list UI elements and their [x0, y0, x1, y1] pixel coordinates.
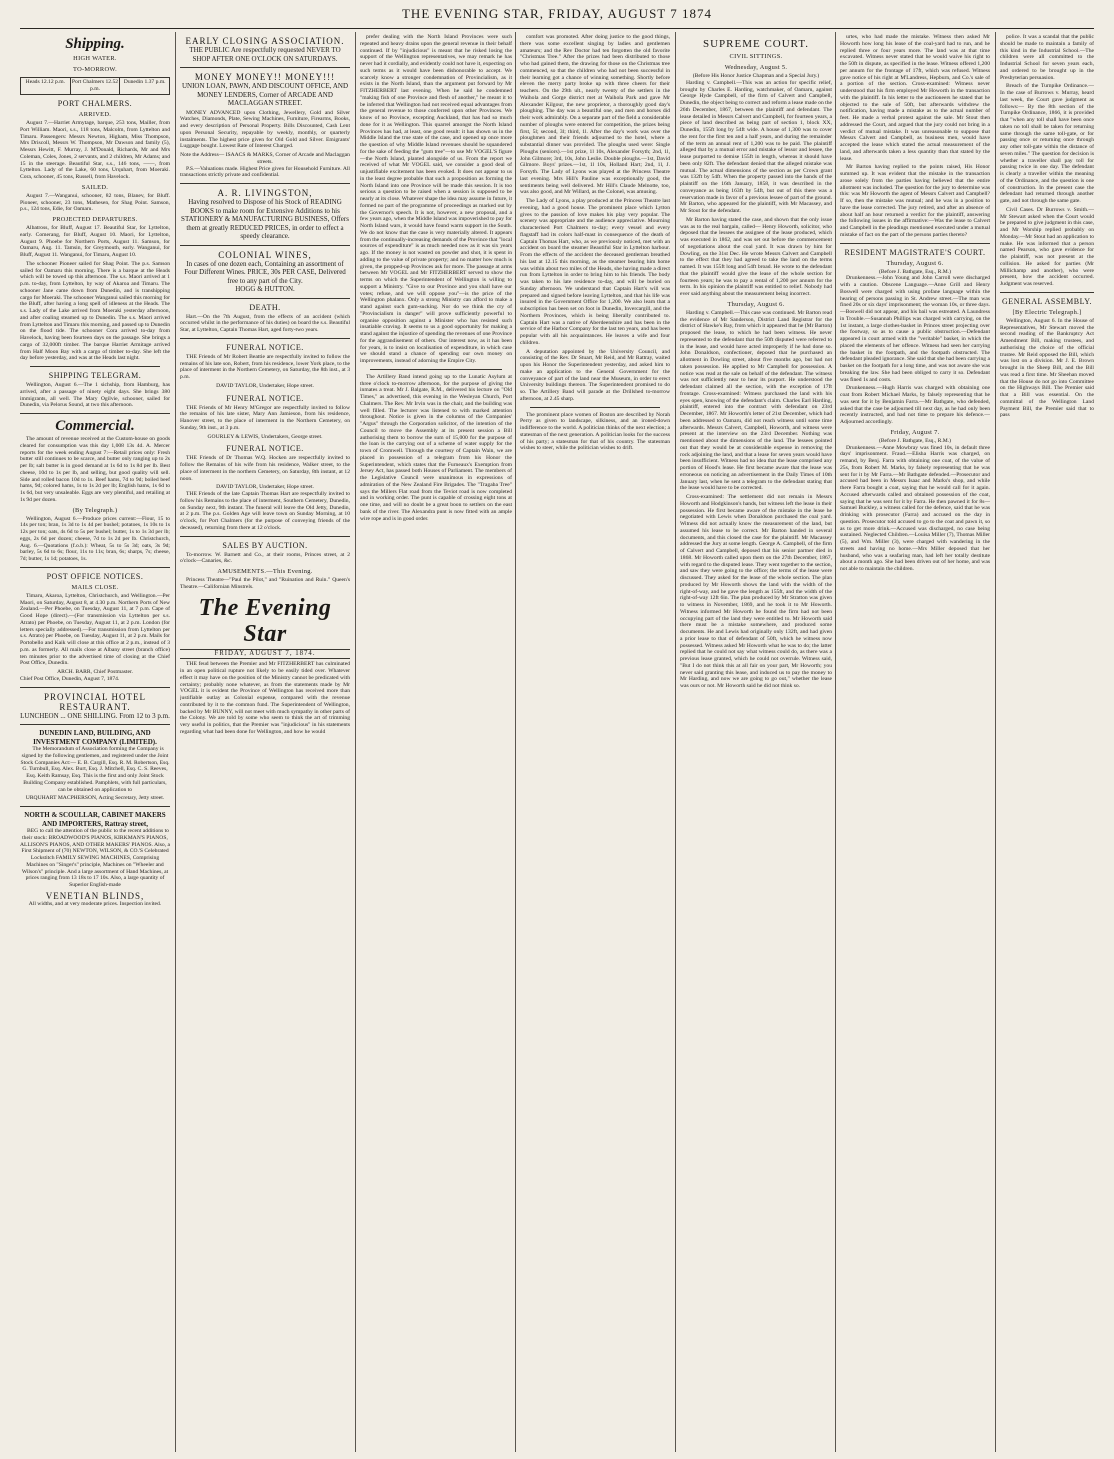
rm-report: Drunkenness.—Anne Mowbray was fined 10s, in default three days' imprisonment. Fraud.—Elisha Harris was charged, on remand, by Benj. Farra with obtaining one coat, of the value of 25s, from Robert M. Marks, by falsely representing that he was sent for it by Mr Farra.—Mr Bathgate defended.—Prosecutor and accused had been in Messrs Isaac and Marks's shop, and while there Farra bought a coat, saying that he would call for it again. Accused afterwards called and obtained possession of the coat, saying that he was sent for it by Farra. He then pawned it for 8s—Samuel Buckley, a witness called for the defence, said that he was drinking with prosecutor (Farra) and accused on the day in question. Prosecutor told accused to go to the coat and pawn it, so as to get more drink.—Accused was discharged, no case being sustained. Neglected Children.—Louisa Miller (7), Thomas Miller (5), and Wm. Miller (3), were charged with wandering in the streets and having no home.—Mrs Miller deposed that her husband, who was a seafaring man, had left her totally destitute about a month ago. She had been driven out of her home, and was not able to maintain the children.	[840, 444, 990, 572]
early-closing-title: EARLY CLOSING ASSOCIATION.	[185, 36, 345, 46]
divider	[370, 369, 502, 370]
projected-heading: PROJECTED DEPARTURES.	[52, 216, 138, 223]
divider	[20, 806, 170, 807]
telegraph-prices: Wellington, August 6.—Produce prices current:—Flour, 15 to 14s per ton; bran, 1s 3d to 1s 4d per bushel; potatoes, 1s 10s to 1s 12s per ton; oats, 4s 6d to 5s per bushel; butter, 1s to 1s 3d per lb; eggs, 2s 6d per dozen; cheese, 7d to 1s 2d per lb. Christchurch, Aug. 6.—Quotations (f.o.b.): Wheat, 5s to 5s 3d; oats, 3s 9d; barley, 5s 6d to 6s; flour, 11s to 11s; bran, 6s; sharps, 7s; cheese, 7d; butter, 1s 1d; potatoes, 1s.	[20, 515, 170, 562]
postmaster-signature: ARCH. BARR, Chief Postmaster.	[57, 669, 133, 675]
north-scoullar-text: BEG to call the attention of the public to the recent additions to their stock: BROADWOOD'S PIANOS, KIRKMAN'S PIANOS, ALLISON'S PIANOS, AND OTHER MAKERS' PIANOS. Also, a First Shipment of (70) NEWTON, WILSON, & CO.'S Celebrated Lockstitch FAMILY SEWING MACHINES, Comprising Machines on "Singer's" principle, Machines on "Wheeler and Wilson's" principle. And a large assortment of Hand Machines, at prices ranging from 13 18s to 17 10s. Also, a large quantity of Superior English-made	[20, 828, 170, 888]
deputation-notice: A deputation appointed by the University Council, and consisting of the Rev. Dr Stuart, Mr Reid, and Mr Rattray, waited upon his Honor the Superintendent yesterday, and asked him to make an application to the General Government for the conveyance of part of the land near the Museum, in order to erect University buildings thereon. The Superintendent promised to do so. The Artillery Band will parade at the Drillshed to-morrow afternoon, at 2.45 sharp.	[520, 348, 670, 402]
column-6	[840, 34, 990, 1449]
column-divider	[675, 32, 676, 1452]
high-water-heading: HIGH WATER.	[73, 55, 117, 62]
port-chalmers-heading: PORT CHALMERS.	[57, 99, 133, 108]
rm-court-heading: RESIDENT MAGISTRATE'S COURT.	[844, 247, 986, 257]
arrived-text: August 7.—Harriet Armytage, barque, 253 tons, Mailler, from Port William. Maori, s.s., 118 tons, Malcolm, from Lyttelton and Timaru. Passengers: Messrs Newton, Higham, Miss Thompson, Mrs Driscoll, Messrs W. Thompson, Mr Dawson and family (5), Messrs Hewitt, F. Murray, J. M'Donald, Richards, Mr and Mrs Coleman, Coles, Jones, 2 servants, and 2 children, Mr Adams; and 15 in the steerage. Beautiful Star, s.s., 146 tons, ——, from Lyttelton. Lady of the Lake, 60 tons, Urquhart, from Moeraki. Cora, schooner, 45 tons, Russell, from Havelock.	[20, 120, 170, 180]
court-date: Wednesday, August 5.	[724, 64, 788, 71]
paper-nameplate	[180, 595, 350, 660]
divider	[180, 298, 350, 299]
funeral-notice-heading: FUNERAL NOTICE.	[226, 342, 304, 352]
post-office-text: Timaru, Akaroa, Lyttelton, Christchurch, and Wellington.—Per Maori, on Saturday, August 8, at 4.30 p.m. Northern Ports of New Zealand.—Per Phoebe, on Tuesday, August 11, at 7 p.m. Cape of Good Hope (direct).—(For transmission via Lyttelton per s.s. Atrato) per Phoebe, on Tuesday, August 11, at 2 p.m. London (for letters specially addressed).—For transmission from Lyttelton per s.s. Atrato) per Phoebe, on Tuesday, August 11, at 2 p.m. Mails for Portobello and Kaik will close at this office at 2 p.m., instead of 3 p.m. as formerly. All mails close at Albany street (branch office) ten minutes prior to the advertised time of closing at the Chief Post Office, Dunedin.	[20, 592, 170, 667]
venetian-blinds-text: All widths, and at very moderate prices. Inspection invited.	[28, 900, 162, 907]
rm-date: Thursday, August 6.	[886, 259, 944, 267]
divider	[180, 245, 350, 246]
rm-report: Drunkenness.—Hugh Harris was charged with obtaining one coat from Robert Michael Marks, by falsely representing that he was sent for it by Benjamin Farra.—Mr Bathgate, who defended, asked that the case be adjourned till next day, as he had only been recently instructed, and had not time to prepare his defence.—Adjourned accordingly.	[840, 385, 990, 425]
funeral-notice-sign: DAVID TAYLOR, Undertaker, Hope street.	[216, 484, 314, 491]
amusements-heading: AMUSEMENTS.—This Evening.	[217, 568, 313, 575]
civil-sittings-heading: CIVIL SITTINGS.	[729, 53, 783, 60]
wines-ad	[180, 250, 350, 294]
divider	[20, 687, 170, 688]
leader-continued: prefer dealing with the North Island Provinces were such repeated and heavy drains upon the general revenue in their behalf continued. If by "injudicious" is meant that he risked losing the support of the Wellington representatives, we may remark he has never had it cordially, and evidently could not have it, expecting on such terms as it would have been dishonorable to accept. We scarcely know a stronger condemnation of Provincialism, as it exists in the North Island, than the argument put forward by Mr FITZHERBERT last evening. When he said he condemned "making fish of one Province and flesh of another," he meant it to be inferred that Wellington had not received equal advantages from the general revenue to those conferred upon other Provinces. We know of no Province, excepting Auckland, that has had so much done for it as Wellington. This quarrel amongst the North Island Provinces has had, at least, one good result: it has shown us in the Middle Island the true state of the case, and opened up once more the question of why Middle Island revenues should be squandered for the sake of feeding the "gum tree"—to use Mr VOGEL'S figure—the North Island, planted alongside of us. From the report we received of what Mr VOGEL said, we consider a good deal of unjustifiable excitement has been evoked. It does not appear to us in the least degree probable that such a proposition as forming the North Island into one Province will be made this session. It is too serious a question to be raised when a session is supposed to be nearly at its close. Whatever shape the idea may assume in future, it formed no part of the programme of proceedings as marked out by the Governor's speech. It is not, however, a new proposal, and a few years ago, when the Middle Island was impoverished to pay for North Island wars, it would have found warm support in the South. We do not know that the case is very materially altered. It appears from the continually-increasing demands of the Province that "local sources of expenditure" is as much needed now as it was six years ago. If the money is not wasted on powder and shot, it is spent in adding to the value of private property; and no matter how much is given, the propped-up Provinces ask for more. The passage at arms between Mr VOGEL and Mr FITZHERBERT served to show the terms on which the Superintendent of Wellington is willing to support a Ministry. "Give to our Province and you shall have our votes; refuse, and we will oppose you"—is the price of the Wellington phalanx. Only a strong Ministry can afford to make a stand against such gum-sucking. Nor do we think the cry of "Provincialism in danger" will prove sufficiently powerful to organise opposition against a Minister who has resisted such insatiable craving. It seems to us a good opportunity for making a stand against the injustice of spending the revenues of one Province for the aggrandisement of others. Our interest now, as it has been for years, is to insist on localisation of expenditure, in which case we should stand a chance of spending our own money on improvements, instead of adorning the Empire City.	[360, 34, 512, 364]
funeral-notice-text: THE Friends of Mr Henry M'Gregor are respectfully invited to follow the remains of his late sister, Mary Ann Jamieson, from his residence, Hanover street, to the place of interment in the Northern Cemetery, on Sunday, 9th inst., at 3 p.m.	[180, 404, 350, 431]
livingston-title: A. R. LIVINGSTON,	[217, 188, 313, 198]
restaurant-title: PROVINCIAL HOTEL RESTAURANT.	[44, 691, 146, 712]
column-divider	[835, 32, 836, 1452]
money-office: UNION LOAN, PAWN, AND DISCOUNT OFFICE, AND MONEY LENDERS, Corner of ARCADE AND MACLAGGAN STREET.	[181, 82, 349, 107]
divider	[180, 183, 350, 184]
tomorrow-label: TO-MORROW.	[72, 66, 117, 73]
arrived-heading: ARRIVED.	[78, 111, 112, 118]
divider	[180, 67, 350, 68]
divider	[180, 536, 350, 537]
assembly-report: Wellington, August 6. In the House of Representatives, Mr Stewart moved the second reading of the Bankruptcy Act Amendment Bill, making trustees, and authorising the choice of the official trustee. Mr Reid opposed the Bill, which was lost on a division. Mr J. E. Brown brought in the Sheep Bill, and the Bill was read a first time. Mr Sheehan moved that the House do not go into Committee on the Highways Bill. The Premier said that a Bill was essential. On the committal of the Wellington Land Payment Bill, the Premier said that to pass	[1000, 317, 1094, 419]
post-office-heading: POST OFFICE NOTICES.	[46, 571, 144, 581]
by-telegraph-label: (By Telegraph.)	[72, 506, 118, 514]
page-masthead: THE EVENING STAR, FRIDAY, AUGUST 7 1874	[401, 6, 713, 21]
tide-table	[20, 77, 170, 95]
court-report: Cross-examined: The settlement did not remain in Messrs Howorth and Hodgkinson's hands, but witness left the lease in their possession. He first became aware of the mistake in the lease he negotiated with Lewis when Donaldson purchased the coal yard. Witness did not actually know the measurement of the land, but assumed his lease to be correct. Mr Barton handed in several documents, and this closed the case for the plaintiff. Mr Macassey addressed the Jury at some length. George A. Campbell, of the firm of Calvert and Campbell, deposed that his senior partner died in 1868. Mr Howorth called upon them on the 27th December, 1867, with regard to the disputed lease. They went together to the section, and saw they were going to the office; the terms of the lease were discussed. They asked for the lease of the whole section. The plan produced by Mr Howorth shows the land with the width of the right-of-way, and he gave the length as 155ft, and the width of the right-of-way 12ft 6in. The plan produced by Mr Stratton was given to witness in November, 1869, and he took it to Mr Howorth. Witness informed Mr Howorth he found the firm had not been occupying part of the land they were entitled to. Mr Howorth said there must be a mistake somewhere, and produced some documents. He and Lewis had originally only 132ft, and had given a prior lease to that of defendant of 50ft, which he witness now possessed. Witness asked Mr Howorth what he was to do; the latter replied that he could not say what witness could do, as there was a previous lease granted, which he could not overrule. Witness said, "But I do not think this at all fair on your part, Mr Howorth; you never said granting this lease, and induced us to pay the money to Mr Harding, and now we are going to go out," whether the lease was ours or not. Mr Howorth said he did not think so.	[680, 494, 832, 689]
court-report: Harding v. Campbell.—This was an action for specific relief, brought by Charles E. Harding, watchmaker, of Oamaru, against George Hyde Campbell, of the firm of Calvert and Campbell, Dunedin, the object being to correct and reform a lease made on the 26th December, 1867, between the plaintiff and defendant. The lease detailed in Messrs Calvert and Campbell, for fourteen years, a piece of land described as being part of section 1, block XX, Dunedin, 155ft long by 54ft wide. A house of 1,300 was to cover the rent for the first ten and a half years, and during the remainder of the term an annual rent of 1,200 was to be paid. The plaintiff alleged that by a mutual error and mistake of lessor and lessee, the lease purported to demise 155ft in length, whereas it should have been only 82ft. The defendant denied that the alleged mistake was mutual. The actual dimensions of the section as per Crown grant was 132ft by 54ft. When the property passed into the hands of the plaintiff on the 16th January, 1858, it was described in the conveyance as being 163ft by 54ft, but out of this there was a reservation made in favor of a previous lessee of part of the ground. Mr Barton, who appeared for the plaintiff, with Mr Macassey, and Mr Stout for the defendant.	[680, 79, 832, 214]
shipping-heading: Shipping.	[65, 36, 125, 52]
divider	[20, 413, 170, 414]
column-2	[180, 34, 350, 1449]
building-company-ad	[20, 729, 170, 802]
funeral-notice-text: THE Friends of Dr Thomas W.Q. Hocken are respectfully invited to follow the Remains of his wife from his residence, Walker street, to the place of interment in the northern Cemetery, on Saturday, 8th instant, at 12 noon.	[180, 455, 350, 482]
money-ad	[180, 72, 350, 108]
shipping-news: The schooner Pioneer sailed for Shag Point. The p.s. Samson sailed for Oamaru this morning. There is a barque at the Heads which will be towed up this afternoon. The s.s. Maori arrived at 1 p.m. to-day, from Lyttelton, by way of Akaroa and Timaru. The schooner Jane came down from Dunedin, and is transhipping cargo for Moeraki. The schooner Wanganui sailed this morning for the Bluff, after having a long spell of idleness at the Heads. The s.s. Lady of the Lake arrived from Moeraki yesterday afternoon, and after coaling steamed up to Dunedin. The s.s. Maori arrived from Lyttelton and Timaru this morning, and passed up to Dunedin on the flood tide. The schooner Cora arrived to-day from Havelock, having been fourteen days on the passage. She brings a cargo of 32,000ft timber. The barque Harriet Armitage arrived from Half Moon Bay with a cargo of timber to-day. She left the day before yesterday, and was at the Heads last night.	[20, 260, 170, 362]
early-closing-text: THE PUBLIC Are respectfully requested NEVER TO SHOP AFTER ONE O'CLOCK ON SATURDAYS.	[189, 46, 341, 63]
money-address: Note the Address— ISAACS & MARKS, Corner of Arcade and Maclaggan streets.	[180, 152, 350, 165]
north-scoullar-ad	[20, 811, 170, 908]
building-company-sign: URQUHART MACPHERSON, Acting Secretary, Jetty street.	[25, 795, 165, 802]
court-report: urtes, who had made the mistake. Witness then asked Mr Howorth how long his lease of the coal-yard had to run, and he replied three or four years more. The land was at that time excavated. Witness never stated that he would waive his right to the 50ft in dispute, as specified in the lease. Witness offered 1,200 per annum for the frontage of 17ft, which was refused. Witness gave notice of his right at M'Landress, Hepburn, and Co.'s sale of a portion of the section. Cross-examined: Witness never understood that his firm employed Mr Howorth in the transaction with the plaintiff. In his letter to the auctioneers he stated that he objected to the sale of 50ft, but afterwards withdrew the notification, having made a mistake as to the actual number of feet. He made a verbal protest against the sale. Mr Stout then addressed the Court, and argued that the jury could not bring in a verdict of mutual mistake. It was unreasonable to suppose that Messrs Calvert and Campbell, as business men, would have accepted the lease which stated the actual measurement of the land, and afterwards taken a less quantity than that stated by the lease.	[840, 34, 990, 162]
livingston-text: Having resolved to Dispose of his Stock of READING BOOKS to make room for Extensive Additions to his STATIONERY & MANUFACTURING BUSINESS, Offers them at greatly REDUCED PRICES, in order to effect a speedy clearance.	[181, 198, 349, 240]
post-office-date: Chief Post Office, Dunedin, August 7, 1874.	[20, 675, 120, 682]
livingston-ad	[180, 188, 350, 241]
money-title: MONEY MONEY!! MONEY!!!	[194, 72, 336, 82]
projected-text: Albatross, for Bluff, August 17. Beautiful Star, for Lyttelton, early. Comerang, for Bluff, August 10. Maori, for Lyttelton, August 9. Phoebe for Northern Ports, August 11. Samson, for Oamaru, Aug. 11. Tamsin, for Greymouth, early. Wanganui, for Bluff, August 11. Wanganui, for Timaru, August 10.	[20, 225, 170, 258]
column-7	[1000, 34, 1094, 1449]
column-divider	[995, 32, 996, 1452]
building-company-text: The Memorandum of Association forming the Company is signed by the following gentlemen, and registered under the Joint Stock Companies Act:— E. B. Cargill, Esq. R. M. Robertson, Esq. G. Turnbull, Esq. Alex. Burt, Esq. J. Mitchell, Esq. C. S. Reeves, Esq. Keith Ramsay, Esq. This is the first and only Joint Stock Building Company established. Pamphlets, with full particulars, can be obtained on application to	[20, 746, 170, 793]
news-paragraphs: The Artillery Band intend going up to the Lunatic Asylum at three o'clock to-morrow afternoon, for the purpose of giving the inmates a treat. Mr J. Balgate, R.M., delivered his lecture on "Old Times," as advertised, this evening in the Wesleyan Church, Port Chalmers. The Rev. Mr Irvin was in the chair, and the building was well filled. The lecturer was listened to with marked attention throughout. Notice is given in the columns of the Companies' "Argus" through the Corporation solicitor, of the intention of the Council to move the Assembly at its present session a Bill authorising them to borrow the sum of 15,000 for the purpose of the loan is the carrying out of a scheme of water supply for the town of Cromwell. Through the courtesy of Captain Wain, we are placed in possession of a telegram from his Honor the Superintendent, which states that the Furneaux's Exemption from Jersey Act, has passed both Houses of Parliament. The members of the Legislative Council were unanimous in expressions of admiration of the New Zealand Fire Brigades. The "Tragaba Tree" says the Millers Flat road from the Teviot road is now completed and in working order. The punt is capable of crossing eight tons at one time, and will no doubt be a great boon to settlers on the east bank of the river. The Alexandra punt is now fitted with an ample wire rope and is in good order.	[360, 373, 512, 522]
theatre-notice: The Lady of Lyons, a play produced at the Princess Theatre last evening, had a good house. The prominent place which Lytton gives to the passion of love makes his play very popular. The scenery was appropriate and the audience appreciative. Mourning characterised Port Chalmers to-day; every vessel and every flagstaff had its colors half-mast in consequence of the death of Captain Thomas Hart, who, as we previously noticed, met with an accident on board the steamer Beautiful Star in Lyttelton harbour. From the effects of the accident the deceased gentleman breathed his last at 12.15 this morning, as the steamer bearing him home was within about two miles of the Heads, she having made a direct run from Lyttelton in order to bring him to his friends. The body was taken to his late residence to-day, and will be buried on Sunday afternoon. We understand that Captain Hart's will was prepared and signed before leaving Lyttelton, and that his life was insured in the Government Office for 1,200. We also learn that a subscription has been set on foot in Dunedin, Invercargill, and the Northern Provinces, which is being liberally contributed to. Captain Hart was a native of Aberdeenshire and has been in the service of the Harbor Company for the last ten years, and has been popular with all his acquaintances. He leaves a wife and four children.	[520, 198, 670, 346]
building-company-title: DUNEDIN LAND, BUILDING, AND INVESTMENT COMPANY (LIMITED).	[33, 729, 157, 746]
north-scoullar-title: NORTH & SCOULLAR, CABINET MAKERS AND IMPORTERS, Rattray street,	[24, 811, 166, 828]
funeral-notice-text: THE Friends of Mr Robert Beattie are respectfully invited to follow the remains of his late son, Robert, from his residence, lower York place, to the place of interment in the Northern Cemetery, on Saturday, the 8th inst., at 3 p.m.	[180, 353, 350, 380]
turnpike-judgment: Breach of the Turnpike Ordinance.—In the case of Burrows v. Murray, heard last week, the Court gave judgment as follows:— By the 8th section of the Turnpike Ordinance, 1866, it is provided that "when any toll shall have been once taken no toll shall be taken for returning same through the same toll-gate, or for passing once or returning once through any other toll-gate within the distance of seven miles." The question for decision is whether a traveller shall pay toll for passing twice in one day. The defendant is clearly a traveller within the meaning of the Ordinance, and the question is one of construction. In the present case the defendant had returned through another gate, and not through the same gate.	[1000, 83, 1094, 204]
sales-heading: SALES BY AUCTION.	[222, 540, 308, 550]
column-1	[20, 34, 170, 1449]
column-divider	[515, 32, 516, 1452]
wines-text: In cases of one dozen each, Containing an assortment of Four Different Wines. PRICE, 30s PER CASE, Delivered free to any part of the City.	[184, 259, 346, 285]
sales-text: To-morrow. W. Barnett and Co., at their rooms, Princes street, at 2 o'clock—Canaries, &c.	[180, 551, 350, 565]
death-heading: DEATH.	[249, 302, 281, 312]
funeral-notice-sign: GOURLEY & LEWIS, Undertakers, George street.	[207, 433, 323, 440]
court-report: Mr Barton having stated the case, and shown that the only issue was as to the real bargain, called— Henry Howorth, solicitor, who deposed that the lessees the assignee of the lease produced, which was executed in 1862, and was set out before the commencement of negotiations about the coal yard. It was drawn by him for Dowling, on the 31st Dec. He wrote Messrs Calvert and Campbell to the effect that they had agreed to take the land on the terms named. It was 155ft long and 54ft broad. He wrote to the defendant that the plaintiff would give the lease of the whole section for fourteen years; he was to pay a rental of 1,200 per annum for the term. In his opinion the plaintiff was entitled to relief. Nobody had ever said anything about the measurement being incorrect.	[680, 216, 832, 297]
sailed-text: August 7.—Wanganui, schooner, 82 tons, Blanev, for Bluff. Pioneer, schooner, 23 tons, Mathesen, for Shag Point. Samson, p.s., 124 tons, Edie, for Oamaru.	[20, 192, 170, 213]
column-3	[360, 34, 512, 1449]
restaurant-text: LUNCHEON ... ONE SHILLING. From 12 to 3 p.m.	[20, 711, 170, 720]
amusements-text: Princess Theatre—"Paul the Pilot," and "Ruination and Ruin." Queen's Theatre.—Californian Minstrels.	[180, 577, 350, 590]
tide-heads: Heads 12.12 p.m.	[21, 78, 71, 94]
divider	[20, 724, 170, 725]
funeral-notice-heading: FUNERAL NOTICE.	[226, 444, 304, 454]
tide-dunedin: Dunedin 1.37 p.m.	[123, 79, 166, 85]
wines-title: COLONIAL WINES,	[218, 249, 312, 260]
by-telegraph-label: [By Electric Telegraph.]	[1012, 308, 1082, 316]
rm-report: Drunkenness.—John Young and John Carroll were discharged with a caution. Obscene Language.—Anne Grill and Henry Boswell were charged with using profane language within the hearing of persons passing in St. Andrew street.—The man was fined 20s or six days' imprisonment; the woman 10s, or three days.—Boswell did not appear, and his bail was estreated. A Laundress in Trouble.—Susannah Phillips was charged with carrying, on the 1st instant, a large clothes-basket in Princes street projecting over the footway, so as to cause a public obstruction.—Defendant appeared in court armed with the "veritable" basket, in which the placed the elements of her offence. Witness had seen her carrying the basket in the footpath, and the footpath obstructed. The defendant pleaded ignorance. She said that she had been carrying a basket on the footpath for a long time, and was not aware she was breaking the law. She had been obliged to carry it so. Defendant was fined 1s and costs.	[840, 275, 990, 383]
court-report: Harding v. Campbell.—This case was continued. Mr Barton read the evidence of Mr Sanderson, District Land Registrar for the district of Hawke's Bay, from which it appeared that he (Mr Barton) proposed the lease, to which he had been witness. He never represented to the defendant that the 50ft disputed were referred to in the lease, and would have acted improperly if he had done so. John Donaldson, confectioner, deposed that he purchased an allotment in Dowling street, about five months ago, but had not taken possession. He applied to Mr Campbell for possession. A notice was read at the sale on behalf of the defendant. The witness was not sufficiently near to hear its purport. He understood the defendant claimed all the section, with the exception of 17ft frontage. Cross-examined: Witness purchased the land with his eyes open, knowing of the defendant's claim. Charles Earl Harding, plaintiff, entered into the contract with defendant on 23rd December, 1867. Mr Howorth's letter of 21st December, which had been addressed to Oamaru, did not reach witness until some time afterwards. Messrs Calvert, Campbell, Howorth, and witness were present at the interview on the 23rd December. Nothing was mentioned about the dimensions of the land. The lessees pointed out that they would be at considerable expense in removing the rock adjoining the land, and that a lease for seven years would have been insufficient. Witness had no idea that the lease comprised any portion of Hood's lease. He first became aware that the lease was erroneous on noticing an advertisement in the Daily Times of 10th January last, when he sent a telegram to the defendant stating that the lease would have to be corrected.	[680, 309, 832, 492]
miscellany: The prominent place women of Boston are described by Norah Perry as given to landscape, silkiness, and an ironed-down indifference to the world. A politician thinks of the next election; a statesman of the next generation. A politician looks for the success of his party; a statesman for that of his country. The statesman wishes to steer, while the politician wishes to drift.	[520, 411, 670, 452]
divider	[30, 366, 160, 367]
court-before: (Before His Honor Justice Chapman and a Special Jury.)	[692, 73, 820, 79]
column-divider	[175, 32, 176, 1452]
news-paragraphs: comfort was promoted. After doing justice to the good things, there was some excellent singing by ladies and gentlemen amateurs; and the Rev Doctor had ten forgotten the old favorite "Christmas Tree." After the prizes had been distributed to those who had gained them, the drawing for those on the Christmas tree commenced, so that the children who had not been successful in their learning got a chance of winning something. Shortly before eleven the merry party broke up with three cheers for their teachers. On the 29th ult., nearly twenty of the settlers in the Waihola and Gorge district met at Waihola Park and gave Mr Alexander Kilgour, the new proprietor, a thoroughly good day's ploughing. The day was a beautiful one, and men and horses did their work admirably. On a separate part of the field a considerable number of ploughs were entered for competition, the prizes being first, 5l; second, 3l; third, 1l. After the day's work was over the ploughmen and their friends adjourned to the hotel, where a substantial dinner was provided. The ploughs used were: Single Ploughs (seniors).—1st prize, 1l 10s, Alexander Forsyth; 2nd, 1l, John Gilmore; 3rd, 10s, John Leslie. Double ploughs.—1st, David Gilmore. Boys' prizes.—1st, 1l 10s, Holland Hart; 2nd, 1l, J. Forsyth. The Lady of Lyons was played at the Princess Theatre last evening. Mrs Hill's Pauline was exceptionally good, the sentiments being well delivered. Mr Hill's Claude Melnotte, too, was also good, and Mr Willard, as the Colonel, was amusing.	[520, 34, 670, 196]
masthead-rule	[20, 28, 1094, 29]
column-5	[680, 34, 832, 1449]
divider	[20, 567, 170, 568]
court-report: Mr Barton having replied to the points raised, His Honor summed up. It was evident that the mistake in the transaction arose solely from the parties having believed that the entire allotment was included. The question for the jury to determine was this: was Mr Howorth the agent of Messrs Calvert and Campbell? If so, then the mistake was mutual; and he was in a position to have the lease corrected. The jury retired, and after an absence of about half an hour returned a verdict for the plaintiff, answering the following issues in the affirmative:—Was the lease to Calvert and Campbell in the pleadings mentioned executed under a mutual mistake of fact on the part of the persons parties thereto?	[840, 164, 990, 238]
paper-title: The Evening Star	[198, 594, 332, 647]
telegram-heading: SHIPPING TELEGRAM.	[48, 371, 142, 380]
sailed-heading: SAILED.	[81, 183, 109, 191]
commercial-heading: Commercial.	[55, 418, 135, 434]
mails-close-heading: MAILS CLOSE.	[71, 583, 119, 591]
column-4	[520, 34, 670, 1449]
rm-report: police. It was a scandal that the public should be made to maintain a family of this kind in the Industrial School.—The children were all committed to the Industrial School for seven years each, and ordered to be brought up in the Presbyterian persuasion.	[1000, 34, 1094, 81]
commercial-text: The amount of revenue received at the Custom-house on goods cleared for consumption was this day 1,008 13s 4d. A. Mercer reports for the week ending August 7:—Retail prices only: Fresh butter still continues to be scarce, and butter only ranging up to 2s per lb; salt butter is in good demand at 1s 6d to 1s 8d per lb. Best cheese, 10d to 1s per lb, and selling, but good quality will sell. Side and rolled bacon 10d to 1s. Beef hams, 7d to 9d; boiled beef hams, 9d; colored hams, 1s to 1s 2d per lb; English hams, 1s 6d to 1s 6d, but very unsaleable. Eggs are very plentiful, and retailing at 1s 9d per dozen.	[20, 436, 170, 503]
rm-date: Friday, August 7.	[890, 428, 940, 436]
general-assembly-heading: GENERAL ASSEMBLY.	[1002, 296, 1092, 306]
rm-before: (Before J. Bathgate, Esq., R.M.)	[878, 268, 952, 275]
tide-port-chalmers: Port Chalmers 12.52 p.m.	[71, 78, 121, 94]
death-text: Hart.—On the 7th August, from the effects of an accident (which occurred whilst in the performance of his duties) on board the s.s. Beautiful Star, at Lyttelton, Captain Thomas Hart, aged forty-two years.	[180, 313, 350, 333]
paper-date: FRIDAY, AUGUST 7, 1874.	[180, 649, 350, 660]
money-ps: P.S.—Valuations made. Highest Price given for Household Furniture. All transactions strictly private and confidential.	[180, 165, 350, 179]
funeral-notice-sign: DAVID TAYLOR, Undertaker, Hope street.	[216, 382, 314, 389]
venetian-blinds-heading: VENETIAN BLINDS,	[45, 890, 145, 901]
civil-cases: Civil Cases. Dr Burrows v. Smith.—Mr Stewart asked when the Court would be prepared to give judgment in this case, and Mr Worship replied probably on Monday.—Mr Stout had an application to make. He was informed that a person named Pearson, who gave evidence for the plaintiff, was not present at the collision. He asked for parties (Mr Millichamp and another), who were present, how the accident occurred. Judgment was reserved.	[1000, 206, 1094, 287]
column-divider	[355, 32, 356, 1452]
divider	[1000, 292, 1094, 293]
early-closing-ad	[180, 36, 350, 63]
telegram-text: Wellington, August 6.—The 1 sichship, from Hamburg, has arrived, after a passage of ninety eight days. She brings 380 immigrants, all well. The Mary Ogilvie, schooner, sailed for Dunedin, via Pelorus Sound, at two this afternoon.	[20, 382, 170, 409]
supreme-court-heading: SUPREME COURT.	[702, 38, 810, 50]
funeral-notice-text: THE Friends of the late Captain Thomas Hart are respectfully invited to follow his Remains to the place of interment, Southern Cemetery, Dunedin, on Sunday next, 9th instant. The funeral will leave the Old Jetty, Dunedin, at 2 p.m. The p.s. Golden Age will leave town on Sunday Morning, at 10 o'clock, for Port Chalmers (for the purpose of conveying friends of the deceased), returning from there at 12 o'clock.	[180, 491, 350, 531]
money-body: MONEY ADVANCED upon Clothing, Jewellery, Gold and Silver Watches, Diamonds, Plate, Sewing Machines, Furniture, Firearms, Books, and every description of Personal Property. Bills Discounted, Cash Lent upon Personal Security, repayable by weekly, monthly, or quarterly instalments. The highest price given for Old Gold and Silver. Emigrants' Luggage bought. Lowest Rate of Interest Charged.	[180, 109, 350, 150]
leader-article: THE feud between the Premier and Mr FITZHERBERT has culminated in an open political rupture not likely to be easily tided over. Whatever effect it may have on the position of the Ministry cannot be predicated with certainty; probably none whatever, as from the statements made by Mr VOGEL it is evident the Province of Wellington has received more than justifiable outlay as Colonial expense, compared with the revenue contributed by it to the common fund. The Superintendent of Wellington, backed by Mr BUNNY, will not meet with much sympathy in other parts of the Colony. We are told by some who seem to think the art of trimming very useful in politics, that the Premier was "injudicious" in his statements regarding what had been done for Wellington, and how he would	[180, 661, 350, 735]
divider	[180, 338, 350, 339]
divider	[840, 243, 990, 244]
restaurant-ad	[20, 692, 170, 721]
wines-sign: HOGG & HUTTON.	[235, 285, 295, 293]
court-date: Thursday, August 6.	[727, 300, 785, 308]
rm-before: (Before J. Bathgate, Esq., R.M.)	[878, 437, 952, 444]
funeral-notice-heading: FUNERAL NOTICE.	[226, 393, 304, 403]
divider	[530, 407, 660, 408]
